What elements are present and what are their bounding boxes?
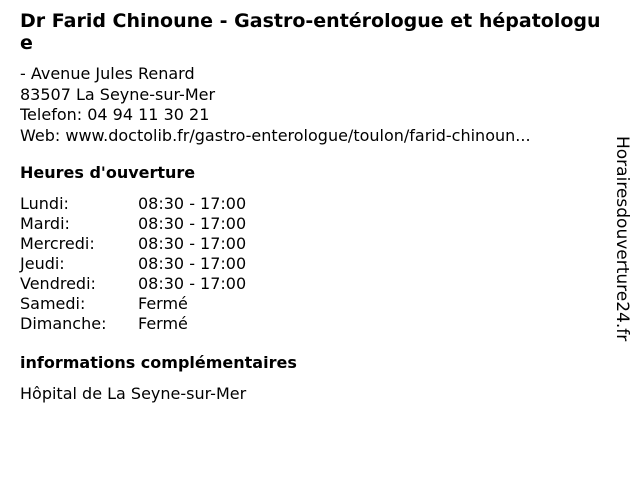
day-label: Mardi: bbox=[20, 214, 70, 233]
opening-hours-heading: Heures d'ouverture bbox=[20, 163, 196, 182]
hours-row-thursday bbox=[20, 254, 246, 274]
day-label: Samedi: bbox=[20, 294, 86, 313]
day-label: Jeudi: bbox=[20, 254, 65, 273]
hours-row-monday bbox=[20, 194, 246, 214]
hours-row-friday bbox=[20, 274, 246, 294]
address-block bbox=[20, 64, 605, 146]
time-value: Fermé bbox=[138, 314, 188, 333]
hours-row-wednesday bbox=[20, 234, 246, 254]
day-label: Mercredi: bbox=[20, 234, 95, 253]
time-value: 08:30 - 17:00 bbox=[138, 234, 247, 253]
time-value: Fermé bbox=[138, 294, 188, 313]
address-city: 83507 La Seyne-sur-Mer bbox=[20, 84, 216, 104]
day-label: Lundi: bbox=[20, 194, 69, 213]
hours-row-tuesday bbox=[20, 214, 246, 234]
additional-info-heading: informations complémentaires bbox=[20, 353, 297, 372]
day-label: Vendredi: bbox=[20, 274, 96, 293]
phone-number: Telefon: 04 94 11 30 21 bbox=[20, 105, 210, 124]
site-watermark: Horairesdouverture24.fr bbox=[612, 136, 632, 342]
page-title: Dr Farid Chinoune - Gastro-entérologue et hépatologue bbox=[20, 10, 601, 54]
time-value: 08:30 - 17:00 bbox=[138, 214, 247, 233]
time-value: 08:30 - 17:00 bbox=[138, 254, 247, 273]
hours-row-sunday bbox=[20, 314, 246, 334]
hours-row-saturday bbox=[20, 294, 246, 314]
day-label: Dimanche: bbox=[20, 314, 107, 333]
opening-hours-table bbox=[20, 194, 246, 334]
website-link[interactable]: Web: www.doctolib.fr/gastro-enterologue/toulon/farid-chinoun... bbox=[20, 125, 531, 145]
time-value: 08:30 - 17:00 bbox=[138, 194, 247, 213]
address-street: - Avenue Jules Renard bbox=[20, 64, 195, 83]
time-value: 08:30 - 17:00 bbox=[138, 274, 247, 293]
additional-info-text: Hôpital de La Seyne-sur-Mer bbox=[20, 384, 247, 403]
